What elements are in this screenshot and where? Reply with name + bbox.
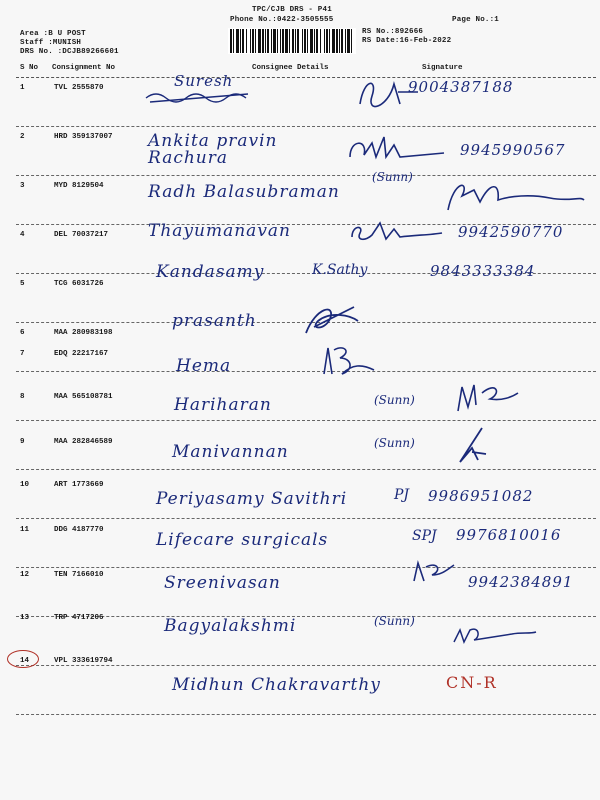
barcode-bar	[345, 29, 346, 53]
barcode-bar	[242, 29, 244, 53]
col-sno: S No	[20, 64, 39, 72]
row-sno: 9	[20, 438, 25, 446]
barcode-bar	[236, 29, 239, 53]
barcode-bar	[351, 29, 352, 53]
rs-date: RS Date:16-Feb-2022	[362, 37, 452, 45]
barcode-bar	[310, 29, 313, 53]
barcode-bar	[233, 29, 234, 53]
barcode-bar	[271, 29, 272, 53]
receiver-phone: 9945990567	[460, 141, 566, 159]
receiver-phone: 9942384891	[468, 573, 574, 591]
row-sno: 13	[20, 614, 30, 622]
table-row	[16, 127, 596, 176]
page-number: Page No.:1	[452, 16, 500, 24]
table-row	[16, 72, 596, 127]
row-sno: 6	[20, 329, 25, 337]
signature-scribble	[450, 624, 540, 648]
consignee-name: Kandasamy	[156, 262, 265, 282]
signature-scribble	[346, 217, 446, 247]
receiver-phone: 9986951082	[428, 487, 534, 505]
consignee-name: Midhun Chakravarthy	[172, 675, 381, 695]
receiver-phone: 9843333384	[430, 262, 536, 280]
barcode-bar	[336, 29, 338, 53]
barcode-bar	[347, 29, 350, 53]
consignee-name: Lifecare surgicals	[156, 530, 329, 550]
barcode-bar	[267, 29, 269, 53]
consignee-name: Radh Balasubraman	[148, 182, 340, 202]
signature-scribble	[452, 424, 492, 468]
consignee-name: Bagyalakshmi	[164, 616, 297, 636]
consignee-name: Manivannan	[172, 442, 289, 462]
consignee-name: Suresh	[174, 72, 234, 90]
staff-label: Staff :MUNISH	[20, 39, 82, 47]
barcode-bar	[282, 29, 284, 53]
barcode-bar	[262, 29, 264, 53]
signature-text: (Sunn)	[374, 614, 415, 628]
row-sno: 7	[20, 350, 25, 358]
consignee-name: Periyasamy Savithri	[156, 489, 348, 509]
barcode-bar	[339, 29, 340, 53]
barcode-bar	[302, 29, 303, 53]
header-title: TPC/CJB DRS - P41	[252, 6, 332, 14]
barcode-bar	[280, 29, 281, 53]
barcode-bar	[285, 29, 288, 53]
consignee-name: Ankita pravin Rachura	[148, 131, 278, 168]
row-consignment-no: VPL 333619794	[54, 657, 113, 665]
area-label: Area :B U POST	[20, 30, 86, 38]
barcode-bar	[295, 29, 296, 53]
row-consignment-no: DDG 4187770	[54, 526, 104, 534]
row-sno: 5	[20, 280, 25, 288]
barcode-bar	[289, 29, 290, 53]
barcode-bar	[329, 29, 330, 53]
row-consignment-no: EDQ 22217167	[54, 350, 109, 358]
receiver-phone: 9942590770	[458, 223, 564, 241]
barcode-bar	[341, 29, 343, 53]
row-consignment-no: TCG 6031726	[54, 280, 104, 288]
row-consignment-no: MYD 8129504	[54, 182, 104, 190]
table-row	[16, 170, 596, 225]
header-phone: Phone No.:0422-3505555	[230, 16, 334, 24]
barcode-bar	[240, 29, 241, 53]
row-consignment-no: ART 1773669	[54, 481, 104, 489]
barcode-bar	[316, 29, 318, 53]
signature-scribble	[408, 557, 458, 587]
receiver-phone: 9004387188	[408, 78, 514, 96]
signature-text: PJ	[394, 487, 410, 503]
row-consignment-no: TEN 7166010	[54, 571, 104, 579]
barcode-bar	[297, 29, 299, 53]
barcode-bar	[246, 29, 247, 53]
barcode-bar	[277, 29, 278, 53]
signature-scribble	[296, 301, 366, 341]
barcode-bar	[230, 29, 232, 53]
row-consignment-no: HRD 359137007	[54, 133, 113, 141]
signature-text: (Sunn)	[374, 436, 415, 450]
signature-scribble	[346, 133, 446, 167]
barcode-bar	[307, 29, 308, 53]
consignee-name: Hema	[176, 356, 232, 376]
row-sno: 4	[20, 231, 25, 239]
barcode-bar	[332, 29, 335, 53]
barcode-bar	[252, 29, 254, 53]
receiver-phone: 9976810016	[456, 526, 562, 544]
signature-text: SPJ	[412, 528, 437, 544]
barcode-bar	[320, 29, 321, 53]
row-sno: 14	[20, 657, 30, 665]
table-row	[16, 311, 596, 372]
status-note: CN-R	[446, 673, 498, 692]
barcode-bar	[265, 29, 266, 53]
barcode-bar	[314, 29, 315, 53]
row-sno: 3	[20, 182, 25, 190]
rs-number: RS No.:892666	[362, 28, 424, 36]
col-signature: Signature	[422, 64, 463, 72]
row-sno: 8	[20, 393, 25, 401]
row-consignment-no: DEL 70037217	[54, 231, 109, 239]
row-sno: 2	[20, 133, 25, 141]
row-consignment-no: TVL 2555870	[54, 84, 104, 92]
row-consignment-no: MAA 280983198	[54, 329, 113, 337]
row-sno: 10	[20, 481, 30, 489]
barcode-bar	[258, 29, 261, 53]
signature-scribble	[440, 176, 590, 216]
col-consignment: Consignment No	[52, 64, 116, 72]
drs-number: DRS No. :DCJB89266601	[20, 48, 119, 56]
consignee-name: Thayumanavan	[148, 221, 292, 241]
barcode	[228, 28, 356, 54]
barcode-bar	[255, 29, 256, 53]
barcode-bar	[292, 29, 294, 53]
barcode-bar	[326, 29, 328, 53]
row-sno: 11	[20, 526, 30, 534]
row-consignment-no: TRP 4717206	[54, 614, 104, 622]
signature-text: (Sunn)	[372, 170, 413, 184]
barcode-bar	[273, 29, 276, 53]
row-consignment-no: MAA 565108781	[54, 393, 113, 401]
signature-scribble	[452, 379, 522, 419]
consignee-name: prasanth	[172, 311, 257, 331]
barcode-bar	[250, 29, 251, 53]
barcode-bar	[304, 29, 306, 53]
consignee-name: Hariharan	[174, 395, 272, 415]
signature-scribble	[318, 344, 378, 382]
signature-text: (Sunn)	[374, 393, 415, 407]
struck-out-name	[144, 88, 254, 108]
row-sno: 12	[20, 571, 30, 579]
row-sno: 1	[20, 84, 25, 92]
col-consignee-details: Consignee Details	[252, 64, 329, 72]
table-row	[16, 657, 596, 775]
signature-text: K.Sathy	[312, 262, 368, 278]
consignee-name: Sreenivasan	[164, 573, 281, 593]
row-consignment-no: MAA 282846589	[54, 438, 113, 446]
barcode-bar	[324, 29, 325, 53]
